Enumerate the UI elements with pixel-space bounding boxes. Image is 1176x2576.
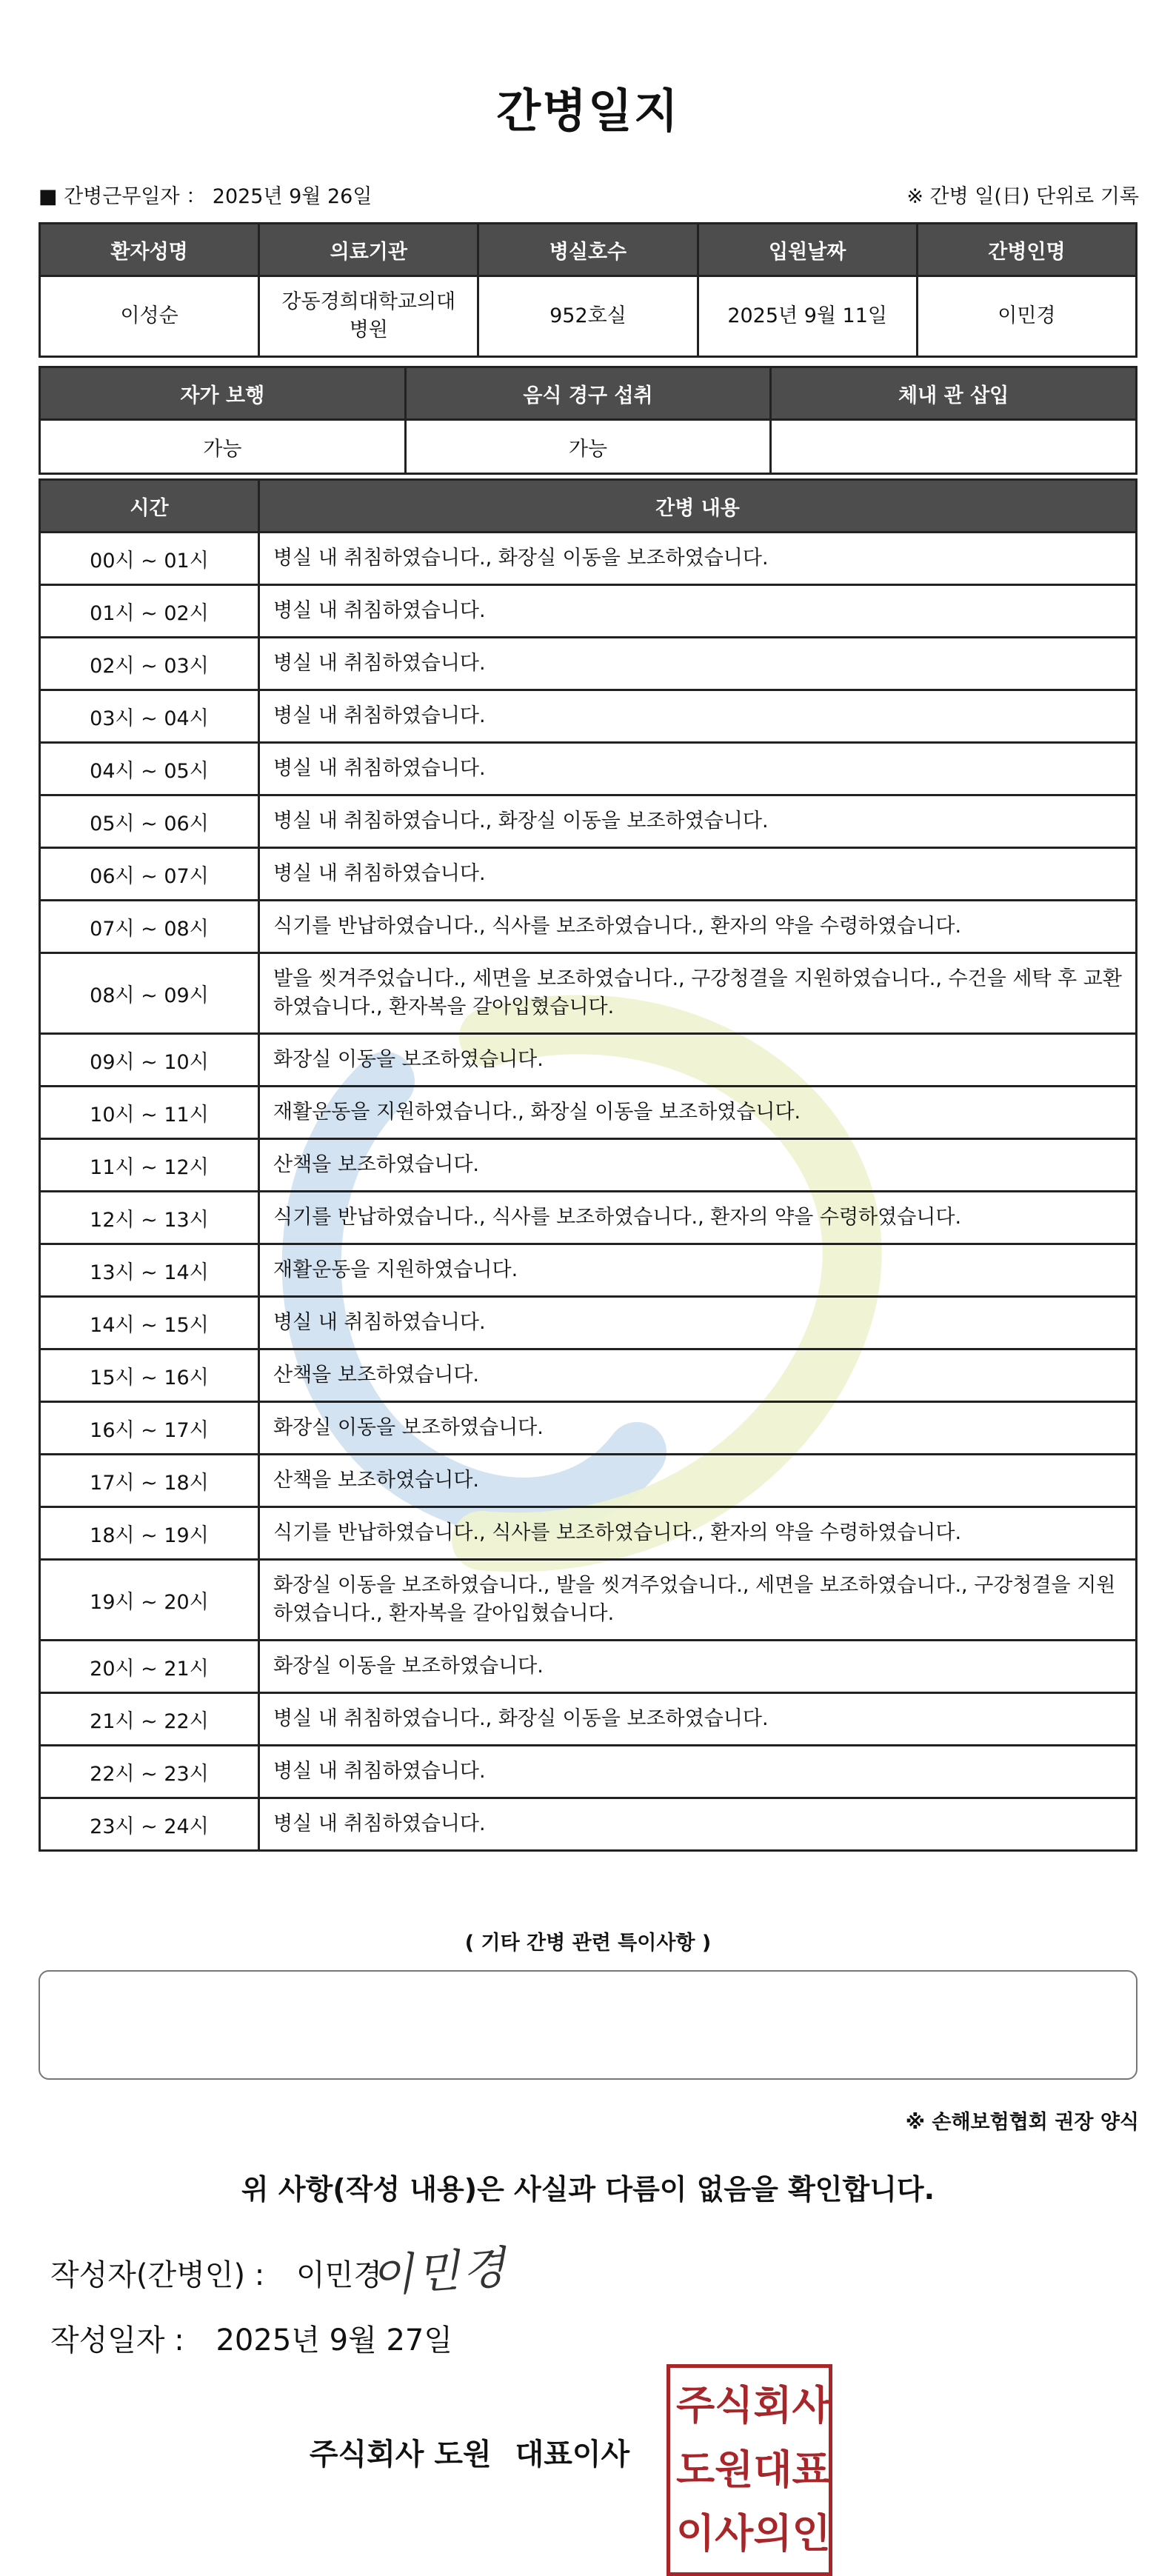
oral-intake-value: 가능: [405, 420, 771, 474]
work-date-label: ■ 간병근무일자 ：: [39, 185, 207, 208]
seal-char: 원: [715, 2446, 754, 2493]
admission-date: 2025년 9월 11일: [698, 276, 917, 357]
table-row: [40, 1192, 1137, 1244]
seal-char: 인: [792, 2510, 831, 2557]
table-row: [40, 1349, 1137, 1402]
patient-info-table: [39, 222, 1137, 358]
log-content: 병실 내 취침하였습니다.: [259, 585, 1137, 638]
seal-char: 사: [715, 2510, 754, 2557]
special-notes-box: [39, 1970, 1137, 2080]
caregiver-name: 이민경: [917, 276, 1136, 357]
table-row: [40, 1507, 1137, 1560]
recommend-note: ※ 손해보험협회 권장 양식: [905, 2111, 1139, 2134]
log-time: 19시 ~ 20시: [40, 1560, 259, 1641]
table-row: [40, 1034, 1137, 1087]
table-row: [40, 1693, 1137, 1746]
written-date-line: [50, 2317, 452, 2359]
log-content: 병실 내 취침하였습니다., 화장실 이동을 보조하였습니다.: [259, 1693, 1137, 1746]
log-time: 16시 ~ 17시: [40, 1402, 259, 1455]
header-caregiver-name: 간병인명: [917, 224, 1136, 276]
work-date-value: 2025년 9월 26일: [212, 185, 372, 208]
company-seal: [666, 2364, 832, 2576]
log-time: 08시 ~ 09시: [40, 953, 259, 1034]
log-content: 산책을 보조하였습니다.: [259, 1455, 1137, 1507]
log-time: 09시 ~ 10시: [40, 1034, 259, 1087]
header-self-walking: 자가 보행: [40, 367, 406, 420]
table-row: [40, 1244, 1137, 1297]
log-time: 22시 ~ 23시: [40, 1746, 259, 1798]
header-time: 시간: [40, 480, 259, 533]
log-content: 발을 씻겨주었습니다., 세면을 보조하였습니다., 구강청결을 지원하였습니다., 수건을 세탁 후 교환하였습니다., 환자복을 갈아입혔습니다.: [259, 953, 1137, 1034]
log-time: 05시 ~ 06시: [40, 795, 259, 848]
seal-char: 회: [753, 2382, 792, 2429]
company-name: 주식회사 도원: [309, 2437, 492, 2472]
table-row: [40, 1455, 1137, 1507]
seal-char: 이: [676, 2510, 715, 2557]
log-time: 07시 ~ 08시: [40, 901, 259, 953]
table-row: [40, 690, 1137, 743]
table-row: [40, 743, 1137, 795]
log-time: 01시 ~ 02시: [40, 585, 259, 638]
seal-char: 식: [715, 2382, 754, 2429]
log-time: 14시 ~ 15시: [40, 1297, 259, 1349]
log-time: 15시 ~ 16시: [40, 1349, 259, 1402]
log-time: 03시 ~ 04시: [40, 690, 259, 743]
table-row: [40, 1746, 1137, 1798]
log-time: 21시 ~ 22시: [40, 1693, 259, 1746]
log-content: 병실 내 취침하였습니다.: [259, 1297, 1137, 1349]
log-content: 재활운동을 지원하였습니다., 화장실 이동을 보조하였습니다.: [259, 1087, 1137, 1139]
log-content: 식기를 반납하였습니다., 식사를 보조하였습니다., 환자의 약을 수령하였습니다.: [259, 1507, 1137, 1560]
header-room: 병실호수: [478, 224, 698, 276]
log-content: 화장실 이동을 보조하였습니다., 발을 씻겨주었습니다., 세면을 보조하였습니다., 구강청결을 지원하였습니다., 환자복을 갈아입혔습니다.: [259, 1560, 1137, 1641]
table-row: [40, 1402, 1137, 1455]
header-hospital: 의료기관: [259, 224, 478, 276]
company-line: [0, 2431, 1176, 2473]
log-content: 병실 내 취침하였습니다.: [259, 638, 1137, 690]
handwritten-signature: 이민경: [369, 2241, 510, 2303]
log-time: 12시 ~ 13시: [40, 1192, 259, 1244]
hospital-name: 강동경희대학교의대병원: [259, 276, 478, 357]
patient-name: 이성순: [40, 276, 259, 357]
status-table: [39, 366, 1137, 475]
table-row: [40, 795, 1137, 848]
log-time: 06시 ~ 07시: [40, 848, 259, 901]
log-content: 화장실 이동을 보조하였습니다.: [259, 1034, 1137, 1087]
table-row: [40, 1641, 1137, 1693]
seal-char: 도: [676, 2446, 715, 2493]
table-row: [40, 1297, 1137, 1349]
table-row: [40, 1139, 1137, 1192]
table-row: [40, 1560, 1137, 1641]
table-row: [40, 1087, 1137, 1139]
header-admission-date: 입원날짜: [698, 224, 917, 276]
seal-char: 표: [792, 2446, 831, 2493]
writer-name: 이민경: [295, 2258, 382, 2292]
written-date-label: 작성일자 :: [50, 2323, 184, 2358]
log-content: 병실 내 취침하였습니다.: [259, 743, 1137, 795]
log-time: 00시 ~ 01시: [40, 533, 259, 585]
tube-insertion-value: [771, 420, 1137, 474]
log-content: 화장실 이동을 보조하였습니다.: [259, 1641, 1137, 1693]
log-content: 식기를 반납하였습니다., 식사를 보조하였습니다., 환자의 약을 수령하였습니다.: [259, 901, 1137, 953]
log-content: 재활운동을 지원하였습니다.: [259, 1244, 1137, 1297]
header-oral-intake: 음식 경구 섭취: [405, 367, 771, 420]
page-title: 간병일지: [496, 84, 680, 138]
table-row: [40, 638, 1137, 690]
log-time: 17시 ~ 18시: [40, 1455, 259, 1507]
log-content: 병실 내 취침하였습니다.: [259, 1746, 1137, 1798]
table-row: [40, 533, 1137, 585]
seal-char: 주: [676, 2382, 715, 2429]
confirm-statement: 위 사항(작성 내용)은 사실과 다름이 없음을 확인합니다.: [241, 2173, 935, 2206]
log-time: 13시 ~ 14시: [40, 1244, 259, 1297]
log-time: 18시 ~ 19시: [40, 1507, 259, 1560]
log-content: 병실 내 취침하였습니다.: [259, 1798, 1137, 1851]
log-time: 11시 ~ 12시: [40, 1139, 259, 1192]
log-time: 23시 ~ 24시: [40, 1798, 259, 1851]
special-notes-label: ( 기타 간병 관련 특이사항 ): [464, 1932, 712, 1955]
seal-char: 사: [792, 2382, 831, 2429]
written-date-value: 2025년 9월 27일: [216, 2323, 452, 2358]
log-content: 병실 내 취침하였습니다., 화장실 이동을 보조하였습니다.: [259, 795, 1137, 848]
log-time: 20시 ~ 21시: [40, 1641, 259, 1693]
self-walking-value: 가능: [40, 420, 406, 474]
log-content: 산책을 보조하였습니다.: [259, 1139, 1137, 1192]
company-role: 대표이사: [515, 2437, 630, 2472]
writer-line: [50, 2252, 382, 2294]
table-row: [40, 848, 1137, 901]
log-content: 산책을 보조하였습니다.: [259, 1349, 1137, 1402]
log-time: 10시 ~ 11시: [40, 1087, 259, 1139]
log-time: 02시 ~ 03시: [40, 638, 259, 690]
seal-char: 대: [753, 2446, 792, 2493]
table-row: [40, 953, 1137, 1034]
header-tube-insertion: 체내 관 삽입: [771, 367, 1137, 420]
log-time: 04시 ~ 05시: [40, 743, 259, 795]
work-date: [39, 180, 372, 209]
log-content: 병실 내 취침하였습니다.: [259, 848, 1137, 901]
table-row: [40, 585, 1137, 638]
log-content: 식기를 반납하였습니다., 식사를 보조하였습니다., 환자의 약을 수령하였습니다.: [259, 1192, 1137, 1244]
room-number: 952호실: [478, 276, 698, 357]
header-care-content: 간병 내용: [259, 480, 1137, 533]
seal-char: 의: [753, 2510, 792, 2557]
unit-note: ※ 간병 일(日) 단위로 기록: [906, 185, 1139, 208]
log-content: 화장실 이동을 보조하였습니다.: [259, 1402, 1137, 1455]
care-log-table: [39, 478, 1137, 1852]
table-row: [40, 1798, 1137, 1851]
log-content: 병실 내 취침하였습니다., 화장실 이동을 보조하였습니다.: [259, 533, 1137, 585]
header-patient-name: 환자성명: [40, 224, 259, 276]
writer-label: 작성자(간병인) :: [50, 2258, 265, 2292]
table-row: [40, 901, 1137, 953]
log-content: 병실 내 취침하였습니다.: [259, 690, 1137, 743]
